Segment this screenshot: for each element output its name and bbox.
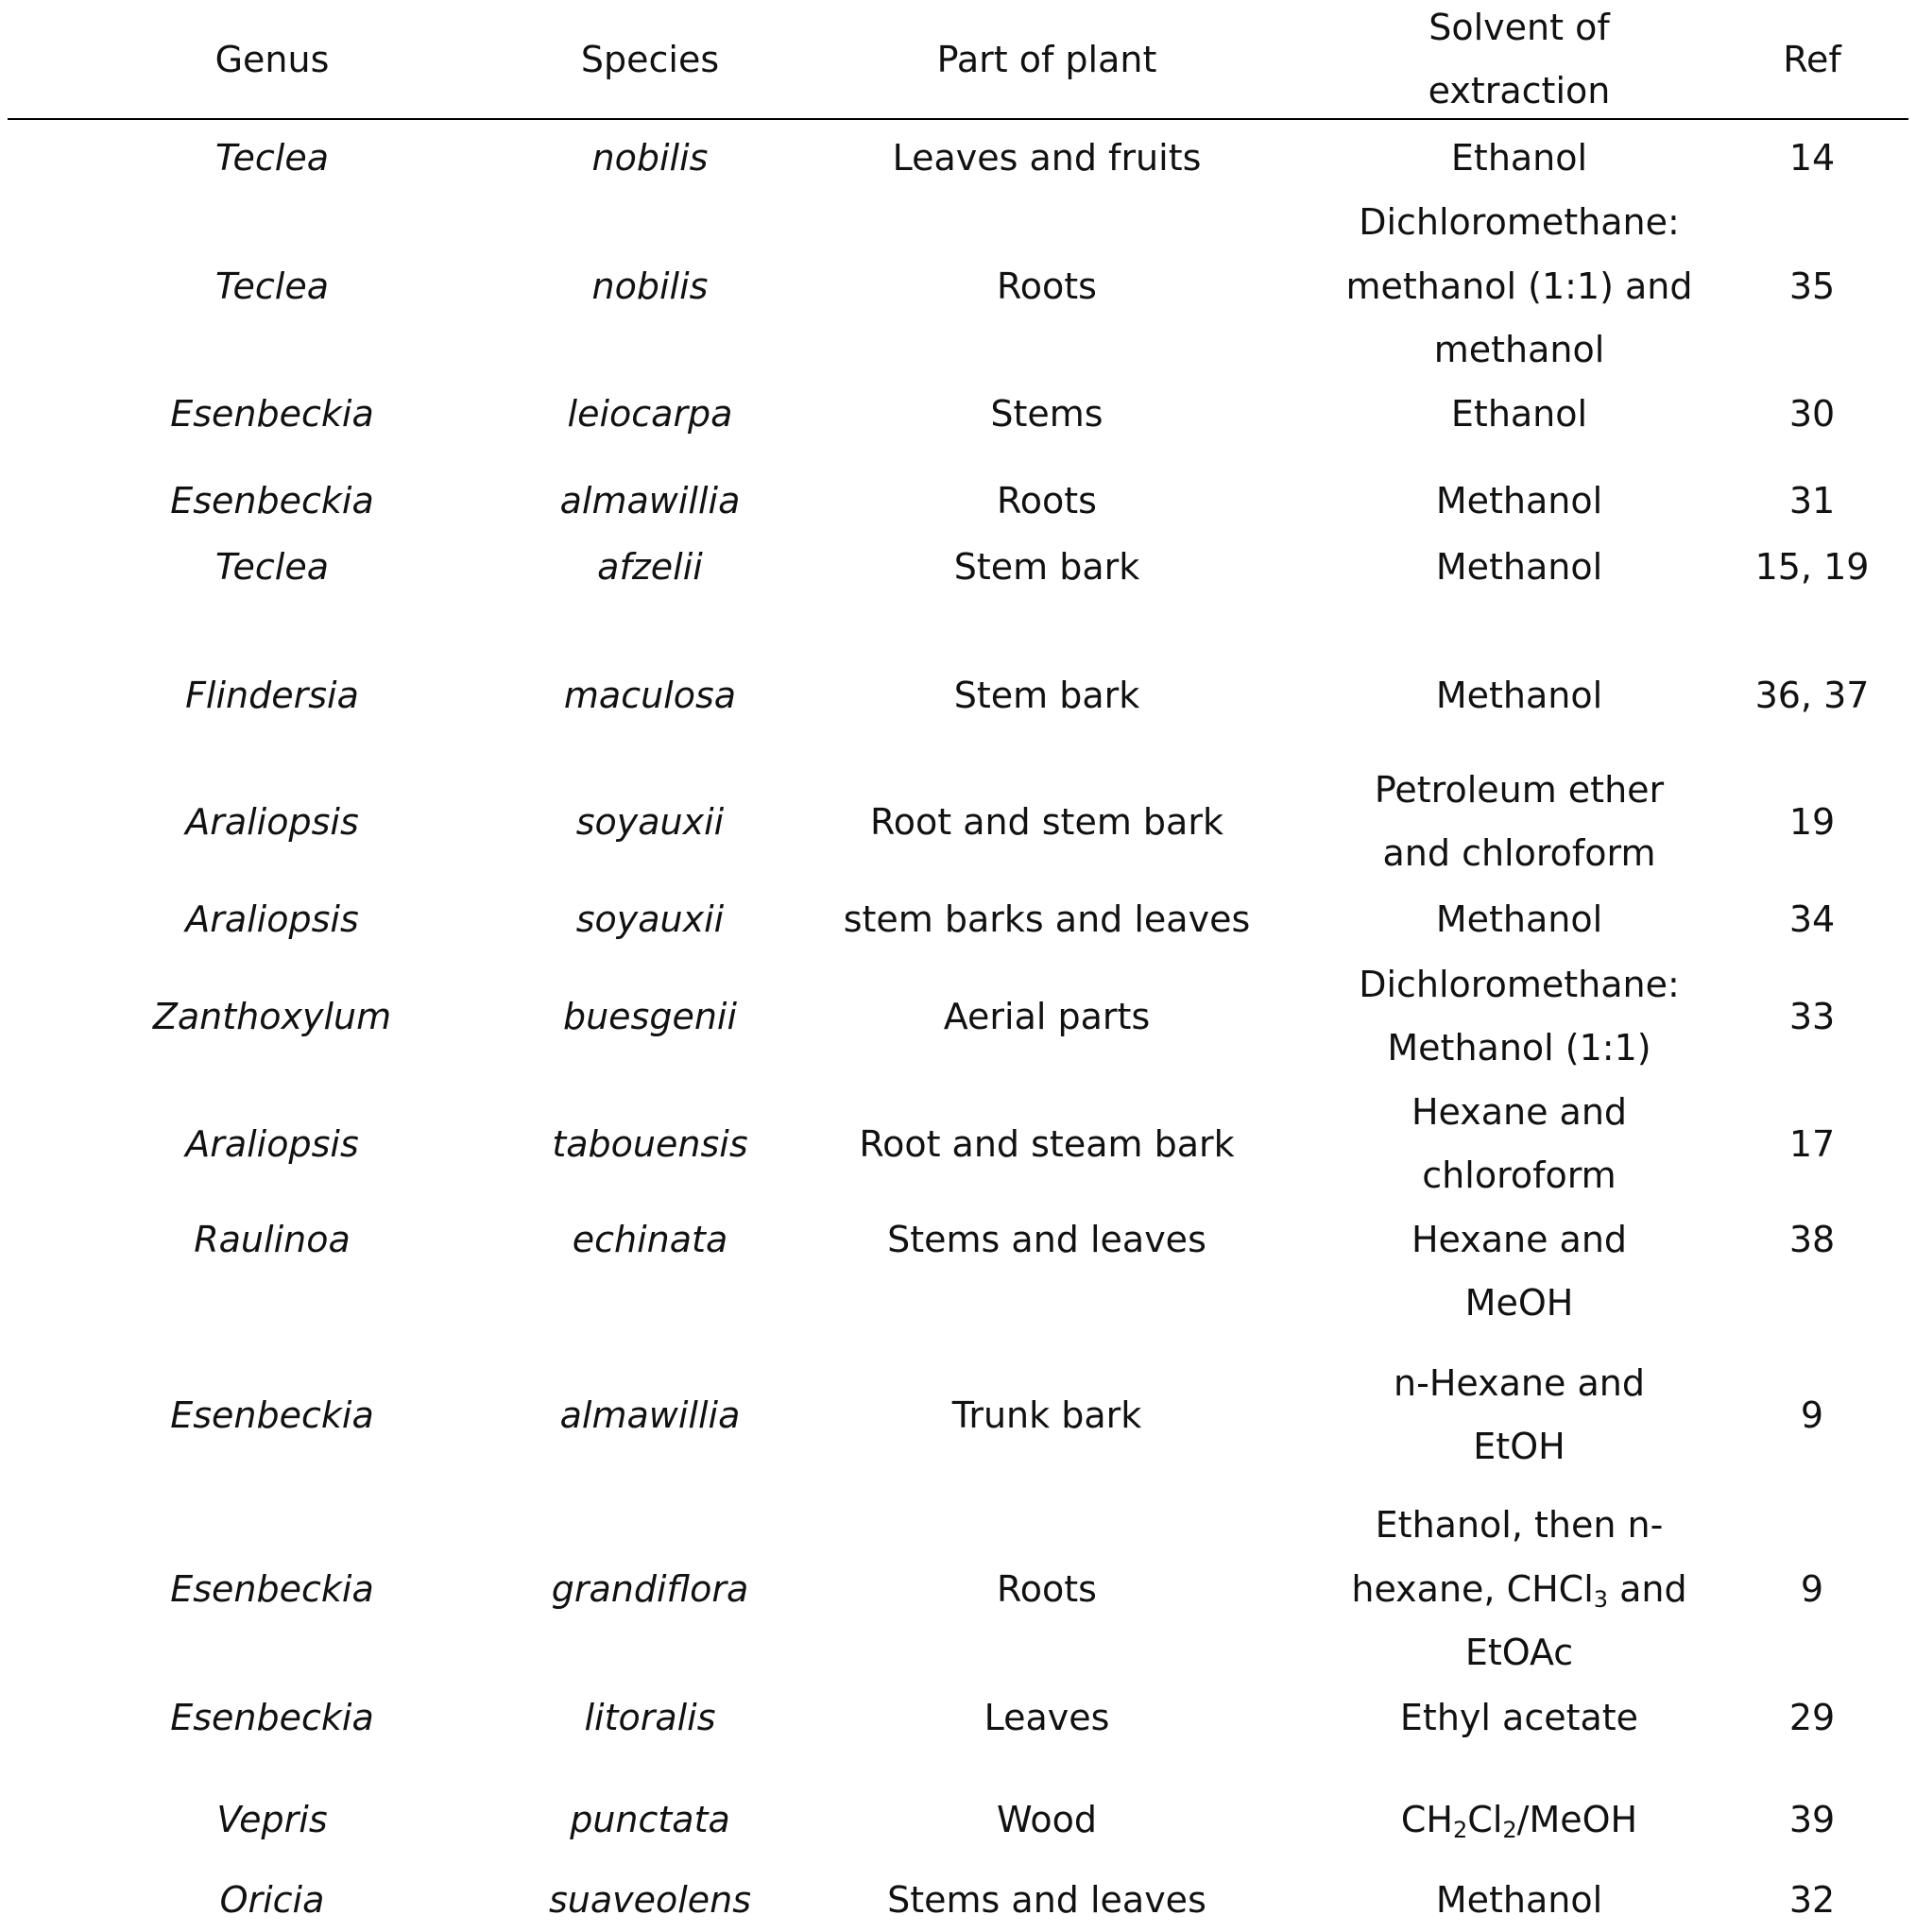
cell-species: tabouensis bbox=[552, 1123, 748, 1165]
solvent-text: CH bbox=[1400, 1799, 1453, 1840]
cell-genus: Araliopsis bbox=[185, 898, 359, 940]
header-solvent-line1: Solvent of bbox=[1428, 7, 1610, 48]
cell-species: soyauxii bbox=[575, 801, 725, 843]
cell-part: Leaves and fruits bbox=[892, 137, 1202, 179]
solvent-subscript: 3 bbox=[1593, 1586, 1609, 1613]
cell-solvent: methanol bbox=[1433, 329, 1605, 370]
cell-species: buesgenii bbox=[562, 996, 738, 1037]
solvent-text: /MeOH bbox=[1516, 1799, 1638, 1840]
cell-solvent: MeOH bbox=[1464, 1282, 1574, 1324]
cell-ref: 32 bbox=[1788, 1879, 1836, 1921]
cell-solvent: Methanol bbox=[1435, 480, 1603, 521]
solvent-text: Cl bbox=[1467, 1799, 1503, 1840]
cell-solvent: Ethanol bbox=[1450, 393, 1588, 435]
cell-part: Trunk bark bbox=[951, 1394, 1142, 1436]
cell-part: Root and stem bark bbox=[870, 801, 1223, 843]
cell-ref: 30 bbox=[1788, 393, 1836, 435]
cell-part: Roots bbox=[997, 480, 1097, 521]
cell-part: Wood bbox=[997, 1799, 1097, 1840]
cell-solvent: EtOAc bbox=[1464, 1632, 1574, 1673]
cell-ref: 33 bbox=[1788, 996, 1836, 1037]
cell-species: soyauxii bbox=[575, 898, 725, 940]
header-solvent-line2: extraction bbox=[1428, 70, 1611, 111]
cell-part: Aerial parts bbox=[943, 996, 1151, 1037]
cell-species: maculosa bbox=[563, 675, 737, 716]
cell-ref: 29 bbox=[1788, 1697, 1836, 1738]
cell-solvent: EtOH bbox=[1473, 1426, 1565, 1467]
cell-solvent: Methanol bbox=[1435, 1879, 1603, 1921]
cell-solvent: Methanol bbox=[1435, 898, 1603, 940]
cell-solvent: Hexane and bbox=[1411, 1091, 1628, 1133]
cell-solvent: n-Hexane and bbox=[1394, 1362, 1645, 1404]
cell-solvent bbox=[1321, 1788, 1718, 1852]
cell-solvent: chloroform bbox=[1422, 1154, 1617, 1196]
cell-genus: Teclea bbox=[214, 546, 329, 588]
cell-part: Stems and leaves bbox=[887, 1219, 1206, 1260]
cell-part: Stem bark bbox=[953, 675, 1140, 716]
cell-ref: 36, 37 bbox=[1754, 675, 1870, 716]
cell-solvent: and chloroform bbox=[1382, 832, 1656, 874]
cell-solvent: Ethanol, then n- bbox=[1375, 1504, 1664, 1546]
cell-species: echinata bbox=[572, 1219, 728, 1260]
cell-ref: 17 bbox=[1788, 1123, 1836, 1165]
cell-ref: 19 bbox=[1788, 801, 1836, 843]
cell-solvent: Dichloromethane: bbox=[1359, 201, 1680, 243]
cell-part: Leaves bbox=[984, 1697, 1110, 1738]
cell-solvent: Methanol (1:1) bbox=[1387, 1027, 1651, 1069]
cell-part: Stem bark bbox=[953, 546, 1140, 588]
cell-ref: 9 bbox=[1800, 1568, 1824, 1610]
cell-genus: Esenbeckia bbox=[170, 1697, 374, 1738]
cell-genus: Teclea bbox=[214, 265, 329, 307]
cell-solvent: methanol (1:1) and bbox=[1345, 265, 1693, 307]
cell-species: litoralis bbox=[584, 1697, 716, 1738]
cell-genus: Oricia bbox=[219, 1879, 325, 1921]
solvent-text: hexane, CHCl bbox=[1351, 1568, 1594, 1610]
cell-ref: 39 bbox=[1788, 1799, 1836, 1840]
solvent-subscript: 2 bbox=[1502, 1817, 1517, 1843]
cell-solvent: Ethanol bbox=[1450, 137, 1588, 179]
cell-genus: Raulinoa bbox=[194, 1219, 351, 1260]
cell-species: punctata bbox=[570, 1799, 730, 1840]
cell-solvent bbox=[1321, 1558, 1718, 1621]
cell-genus: Esenbeckia bbox=[170, 393, 374, 435]
cell-ref: 14 bbox=[1788, 137, 1836, 179]
cell-solvent: Petroleum ether bbox=[1374, 769, 1665, 811]
cell-ref: 34 bbox=[1788, 898, 1836, 940]
cell-genus: Flindersia bbox=[185, 675, 359, 716]
cell-solvent: Hexane and bbox=[1411, 1219, 1628, 1260]
cell-part: Roots bbox=[997, 1568, 1097, 1610]
cell-ref: 35 bbox=[1788, 265, 1836, 307]
cell-solvent: Methanol bbox=[1435, 675, 1603, 716]
cell-part: Roots bbox=[997, 265, 1097, 307]
cell-genus: Teclea bbox=[214, 137, 329, 179]
header-ref: Ref bbox=[1783, 39, 1841, 80]
cell-genus: Esenbeckia bbox=[170, 1568, 374, 1610]
cell-ref: 31 bbox=[1788, 480, 1836, 521]
cell-solvent: Dichloromethane: bbox=[1359, 964, 1680, 1005]
cell-genus: Esenbeckia bbox=[170, 480, 374, 521]
cell-species: almawillia bbox=[559, 480, 741, 521]
cell-ref: 38 bbox=[1788, 1219, 1836, 1260]
header-rule bbox=[8, 118, 1908, 120]
cell-part: Stems and leaves bbox=[887, 1879, 1206, 1921]
cell-part: stem barks and leaves bbox=[843, 898, 1251, 940]
header-species: Species bbox=[580, 39, 720, 80]
cell-solvent: Ethyl acetate bbox=[1399, 1697, 1639, 1738]
cell-species: nobilis bbox=[591, 137, 709, 179]
solvent-subscript: 2 bbox=[1453, 1817, 1468, 1843]
cell-species: grandiflora bbox=[551, 1568, 749, 1610]
cell-genus: Zanthoxylum bbox=[152, 996, 392, 1037]
cell-species: nobilis bbox=[591, 265, 709, 307]
cell-species: leiocarpa bbox=[567, 393, 733, 435]
cell-part: Root and steam bark bbox=[859, 1123, 1235, 1165]
cell-species: almawillia bbox=[559, 1394, 741, 1436]
cell-genus: Vepris bbox=[216, 1799, 328, 1840]
header-part-of-plant: Part of plant bbox=[936, 39, 1157, 80]
cell-genus: Araliopsis bbox=[185, 1123, 359, 1165]
cell-species: suaveolens bbox=[548, 1879, 752, 1921]
solvent-text: and bbox=[1608, 1568, 1687, 1610]
cell-ref: 9 bbox=[1800, 1394, 1824, 1436]
cell-ref: 15, 19 bbox=[1754, 546, 1870, 588]
cell-part: Stems bbox=[990, 393, 1103, 435]
header-genus: Genus bbox=[214, 39, 330, 80]
cell-genus: Esenbeckia bbox=[170, 1394, 374, 1436]
cell-genus: Araliopsis bbox=[185, 801, 359, 843]
cell-species: afzelii bbox=[597, 546, 703, 588]
cell-solvent: Methanol bbox=[1435, 546, 1603, 588]
